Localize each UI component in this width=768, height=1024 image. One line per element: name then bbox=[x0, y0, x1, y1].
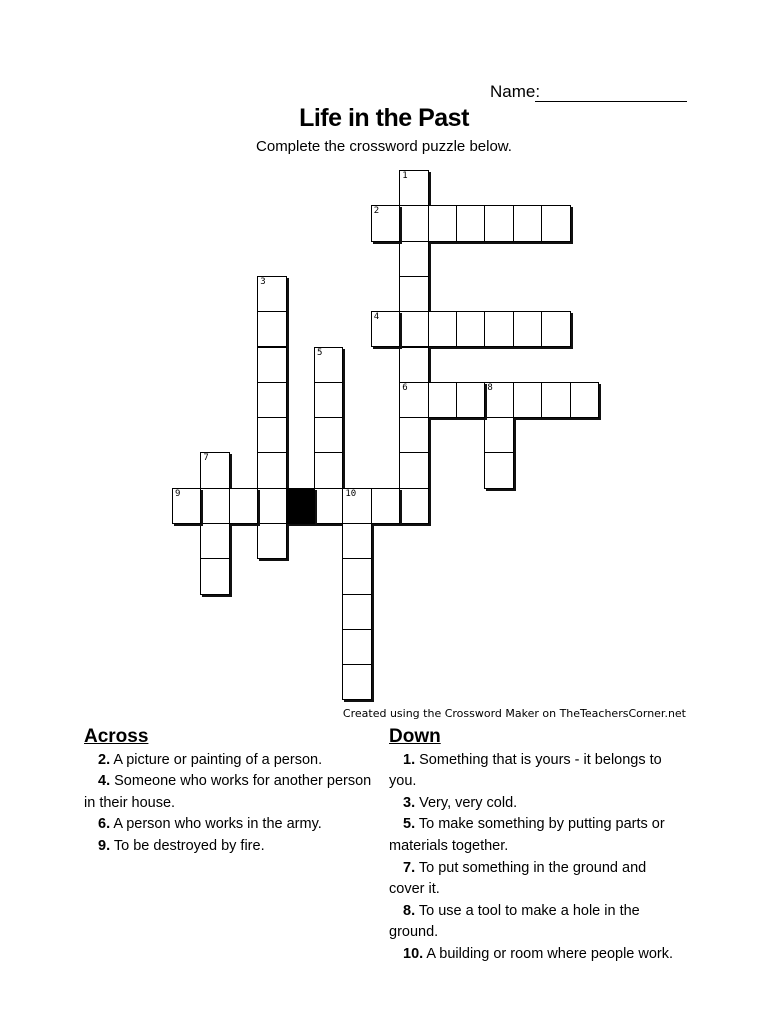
clue-continuation: in their house. bbox=[84, 794, 176, 811]
grid-cell[interactable] bbox=[428, 205, 457, 241]
down-clues bbox=[389, 726, 689, 966]
blocked-cell bbox=[286, 488, 315, 524]
grid-cell[interactable] bbox=[314, 347, 343, 383]
across-heading: Across bbox=[84, 726, 149, 747]
grid-cell[interactable] bbox=[456, 205, 485, 241]
clue-number: 7 bbox=[203, 453, 209, 464]
clue-number-label: 3. bbox=[403, 794, 416, 811]
down-clue bbox=[389, 944, 689, 966]
grid-cell[interactable] bbox=[484, 417, 513, 453]
grid-cell[interactable] bbox=[399, 311, 428, 347]
grid-cell[interactable] bbox=[371, 205, 400, 241]
grid-cell[interactable] bbox=[257, 523, 286, 559]
grid-cell[interactable] bbox=[342, 594, 371, 630]
across-clue bbox=[84, 750, 384, 772]
down-clue bbox=[389, 858, 689, 901]
grid-cell[interactable] bbox=[484, 382, 513, 418]
instructions: Complete the crossword puzzle below. bbox=[256, 138, 512, 155]
across-clue bbox=[84, 771, 384, 814]
grid-cell[interactable] bbox=[342, 664, 371, 700]
clue-number: 1 bbox=[402, 171, 408, 181]
clue-number-label: 10. bbox=[403, 945, 424, 962]
clue-continuation: ground. bbox=[389, 924, 439, 941]
clue-continuation: you. bbox=[389, 773, 417, 790]
grid-cell[interactable] bbox=[399, 205, 428, 241]
page-title: Life in the Past bbox=[299, 104, 469, 132]
clue-number: 4 bbox=[373, 312, 380, 323]
grid-cell[interactable] bbox=[314, 382, 343, 418]
clue-text: To be destroyed by fire. bbox=[113, 837, 265, 854]
grid-cell[interactable] bbox=[484, 311, 513, 347]
grid-cell[interactable] bbox=[257, 311, 286, 347]
grid-cell[interactable] bbox=[399, 241, 428, 277]
grid-cell[interactable] bbox=[399, 452, 428, 488]
clue-text: To put something in the ground and bbox=[418, 859, 647, 876]
grid-cell[interactable] bbox=[399, 417, 428, 453]
down-clue bbox=[389, 750, 689, 793]
grid-cell[interactable] bbox=[257, 417, 286, 453]
grid-cell[interactable] bbox=[541, 311, 570, 347]
grid-cell[interactable] bbox=[399, 382, 428, 418]
grid-cell[interactable] bbox=[541, 205, 570, 241]
grid-cell[interactable] bbox=[257, 382, 286, 418]
clue-text: To use a tool to make a hole in the bbox=[418, 902, 640, 919]
clue-number: 5 bbox=[317, 347, 323, 358]
clue-number-label: 5. bbox=[403, 816, 416, 833]
clue-number: 9 bbox=[175, 488, 181, 499]
grid-cell[interactable] bbox=[371, 311, 400, 347]
clue-number: 8 bbox=[487, 382, 493, 393]
down-clue bbox=[389, 814, 689, 857]
grid-cell[interactable] bbox=[342, 523, 371, 559]
grid-cell[interactable] bbox=[314, 488, 343, 524]
grid-cell[interactable] bbox=[513, 382, 542, 418]
grid-cell[interactable] bbox=[257, 452, 286, 488]
grid-cell[interactable] bbox=[257, 276, 286, 312]
clue-text: Something that is yours - it belongs to bbox=[419, 751, 662, 768]
grid-cell[interactable] bbox=[428, 382, 457, 418]
clue-number: 10 bbox=[345, 488, 357, 499]
down-clue bbox=[389, 901, 689, 944]
name-label: Name: bbox=[490, 82, 541, 101]
across-clue bbox=[84, 814, 384, 836]
clue-number-label: 4. bbox=[98, 773, 111, 790]
grid-cell[interactable] bbox=[371, 488, 400, 524]
clue-text: A building or room where people work. bbox=[426, 945, 674, 962]
grid-cell[interactable] bbox=[399, 347, 428, 383]
clue-text: A picture or painting of a person. bbox=[113, 751, 323, 768]
clue-continuation: cover it. bbox=[389, 881, 440, 898]
grid-cell[interactable] bbox=[399, 170, 428, 206]
grid-cell[interactable] bbox=[314, 452, 343, 488]
down-clue bbox=[389, 793, 689, 815]
grid-cell[interactable] bbox=[513, 311, 542, 347]
clue-number: 3 bbox=[260, 276, 266, 287]
grid-cell[interactable] bbox=[229, 488, 258, 524]
clue-number-label: 2. bbox=[98, 751, 111, 768]
clue-number-label: 7. bbox=[403, 859, 416, 876]
grid-cell[interactable] bbox=[200, 558, 229, 594]
clue-number-label: 6. bbox=[98, 816, 111, 833]
grid-cell[interactable] bbox=[257, 488, 286, 524]
grid-cell[interactable] bbox=[200, 523, 229, 559]
grid-cell[interactable] bbox=[200, 488, 229, 524]
grid-cell[interactable] bbox=[484, 205, 513, 241]
grid-cell[interactable] bbox=[513, 205, 542, 241]
grid-cell[interactable] bbox=[456, 382, 485, 418]
grid-cell[interactable] bbox=[484, 452, 513, 488]
grid-cell[interactable] bbox=[342, 629, 371, 665]
clue-number-label: 9. bbox=[98, 837, 111, 854]
clue-text: To make something by putting parts or bbox=[418, 816, 665, 833]
clue-text: A person who works in the army. bbox=[113, 816, 322, 833]
clue-number-label: 8. bbox=[403, 902, 416, 919]
grid-cell[interactable] bbox=[399, 488, 428, 524]
grid-cell[interactable] bbox=[456, 311, 485, 347]
grid-cell[interactable] bbox=[342, 488, 371, 524]
clue-number: 2 bbox=[373, 206, 380, 217]
grid-cell[interactable] bbox=[541, 382, 570, 418]
grid-cell[interactable] bbox=[399, 276, 428, 312]
credit-line: Created using the Crossword Maker on TheTeachersCorner.net bbox=[342, 707, 686, 720]
clue-continuation: materials together. bbox=[389, 837, 509, 854]
grid-cell[interactable] bbox=[570, 382, 599, 418]
down-heading: Down bbox=[389, 726, 441, 747]
grid-cell[interactable] bbox=[314, 417, 343, 453]
grid-cell[interactable] bbox=[200, 452, 229, 488]
clue-number-label: 1. bbox=[403, 751, 416, 768]
across-clues bbox=[84, 726, 384, 858]
grid-cell[interactable] bbox=[342, 558, 371, 594]
grid-cell[interactable] bbox=[428, 311, 457, 347]
grid-cell[interactable] bbox=[257, 347, 286, 383]
grid-cell[interactable] bbox=[172, 488, 201, 524]
clue-text: Very, very cold. bbox=[419, 794, 518, 811]
clue-number: 6 bbox=[402, 382, 408, 393]
across-clue bbox=[84, 836, 384, 858]
clue-text: Someone who works for another person bbox=[114, 773, 372, 790]
